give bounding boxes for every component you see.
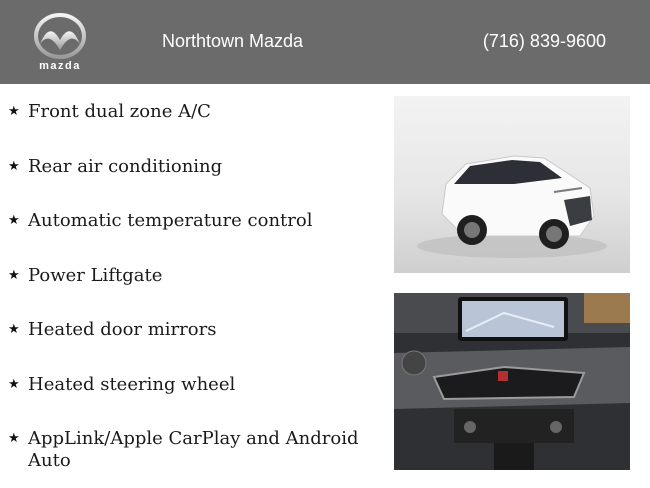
list-item (8, 265, 378, 287)
feature-label: AppLink/Apple CarPlay and Android Auto (28, 428, 359, 471)
dealer-phone[interactable]: (716) 839-9600 (482, 31, 606, 51)
star-icon: ★ (8, 322, 20, 337)
dashboard-infotainment-photo (394, 293, 630, 470)
header-bar (0, 0, 650, 84)
star-icon: ★ (8, 268, 20, 283)
list-item (8, 156, 378, 178)
feature-label: Heated steering wheel (28, 374, 236, 395)
list-item (8, 428, 378, 472)
feature-label: Rear air conditioning (28, 156, 223, 177)
star-icon: ★ (8, 213, 20, 228)
star-icon: ★ (8, 159, 20, 174)
white-suv-exterior-photo (394, 96, 630, 273)
list-item (8, 374, 378, 396)
star-icon: ★ (8, 377, 20, 392)
feature-label: Front dual zone A/C (28, 101, 211, 122)
brand-wordmark: mazda (39, 60, 81, 72)
feature-label: Power Liftgate (28, 265, 163, 286)
list-item (8, 101, 378, 123)
star-icon: ★ (8, 431, 20, 446)
star-icon: ★ (8, 104, 20, 119)
feature-label: Heated door mirrors (28, 319, 217, 340)
list-item (8, 319, 378, 341)
list-item (8, 210, 378, 232)
dealer-name: Northtown Mazda (162, 31, 304, 51)
feature-label: Automatic temperature control (28, 210, 313, 231)
